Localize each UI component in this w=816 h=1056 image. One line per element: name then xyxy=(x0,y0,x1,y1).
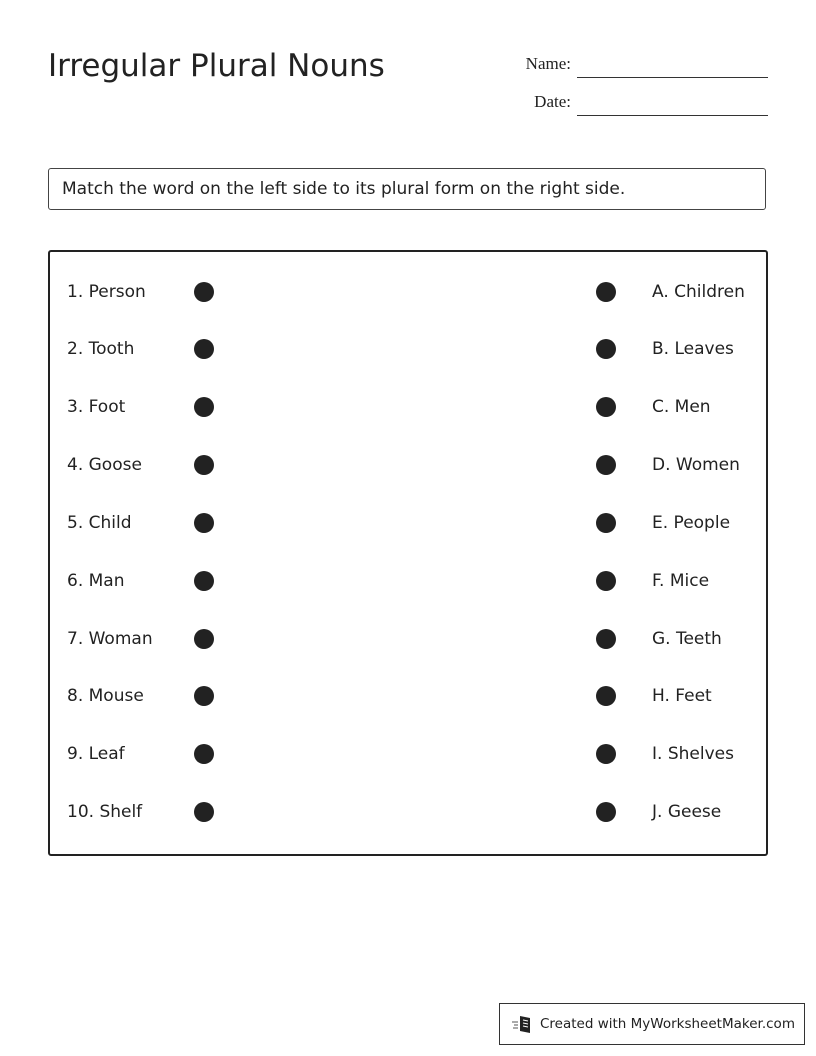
footer-text: Created with MyWorksheetMaker.com xyxy=(540,1016,795,1032)
match-row xyxy=(50,681,766,711)
left-dot-icon[interactable] xyxy=(194,571,214,591)
right-word: A. Children xyxy=(652,282,745,302)
matching-area xyxy=(48,250,768,856)
left-word: 10. Shelf xyxy=(67,802,143,822)
instructions-box: Match the word on the left side to its plural form on the right side. xyxy=(48,168,766,210)
left-dot-icon[interactable] xyxy=(194,744,214,764)
name-label: Name: xyxy=(525,54,571,73)
right-word: I. Shelves xyxy=(652,744,734,764)
left-word: 5. Child xyxy=(67,513,132,533)
match-row xyxy=(50,334,766,364)
left-dot-icon[interactable] xyxy=(194,339,214,359)
right-word: B. Leaves xyxy=(652,339,734,359)
date-field[interactable] xyxy=(577,115,768,116)
right-word: D. Women xyxy=(652,455,740,475)
left-dot-icon[interactable] xyxy=(194,282,214,302)
date-label: Date: xyxy=(534,92,571,111)
match-row xyxy=(50,797,766,827)
footer-credit[interactable] xyxy=(499,1003,805,1045)
left-word: 2. Tooth xyxy=(67,339,135,359)
right-word: C. Men xyxy=(652,397,711,417)
left-dot-icon[interactable] xyxy=(194,397,214,417)
right-dot-icon[interactable] xyxy=(596,629,616,649)
left-dot-icon[interactable] xyxy=(194,686,214,706)
left-word: 4. Goose xyxy=(67,455,142,475)
right-word: G. Teeth xyxy=(652,629,722,649)
right-dot-icon[interactable] xyxy=(596,397,616,417)
left-dot-icon[interactable] xyxy=(194,802,214,822)
match-row xyxy=(50,566,766,596)
left-word: 9. Leaf xyxy=(67,744,125,764)
left-word: 1. Person xyxy=(67,282,146,302)
left-word: 7. Woman xyxy=(67,629,153,649)
right-word: E. People xyxy=(652,513,731,533)
match-row xyxy=(50,392,766,422)
right-dot-icon[interactable] xyxy=(596,455,616,475)
left-dot-icon[interactable] xyxy=(194,455,214,475)
left-dot-icon[interactable] xyxy=(194,513,214,533)
right-dot-icon[interactable] xyxy=(596,513,616,533)
match-row xyxy=(50,277,766,307)
page-title: Irregular Plural Nouns xyxy=(48,48,385,84)
right-dot-icon[interactable] xyxy=(596,802,616,822)
right-dot-icon[interactable] xyxy=(596,571,616,591)
match-row xyxy=(50,508,766,538)
left-word: 8. Mouse xyxy=(67,686,144,706)
name-field[interactable] xyxy=(577,77,768,78)
match-row xyxy=(50,624,766,654)
right-word: J. Geese xyxy=(652,802,722,822)
left-word: 6. Man xyxy=(67,571,125,591)
match-row xyxy=(50,450,766,480)
worksheet-logo-icon xyxy=(512,1014,534,1034)
left-word: 3. Foot xyxy=(67,397,126,417)
left-dot-icon[interactable] xyxy=(194,629,214,649)
right-word: H. Feet xyxy=(652,686,712,706)
right-dot-icon[interactable] xyxy=(596,686,616,706)
right-word: F. Mice xyxy=(652,571,710,591)
match-row xyxy=(50,739,766,769)
right-dot-icon[interactable] xyxy=(596,339,616,359)
right-dot-icon[interactable] xyxy=(596,282,616,302)
right-dot-icon[interactable] xyxy=(596,744,616,764)
